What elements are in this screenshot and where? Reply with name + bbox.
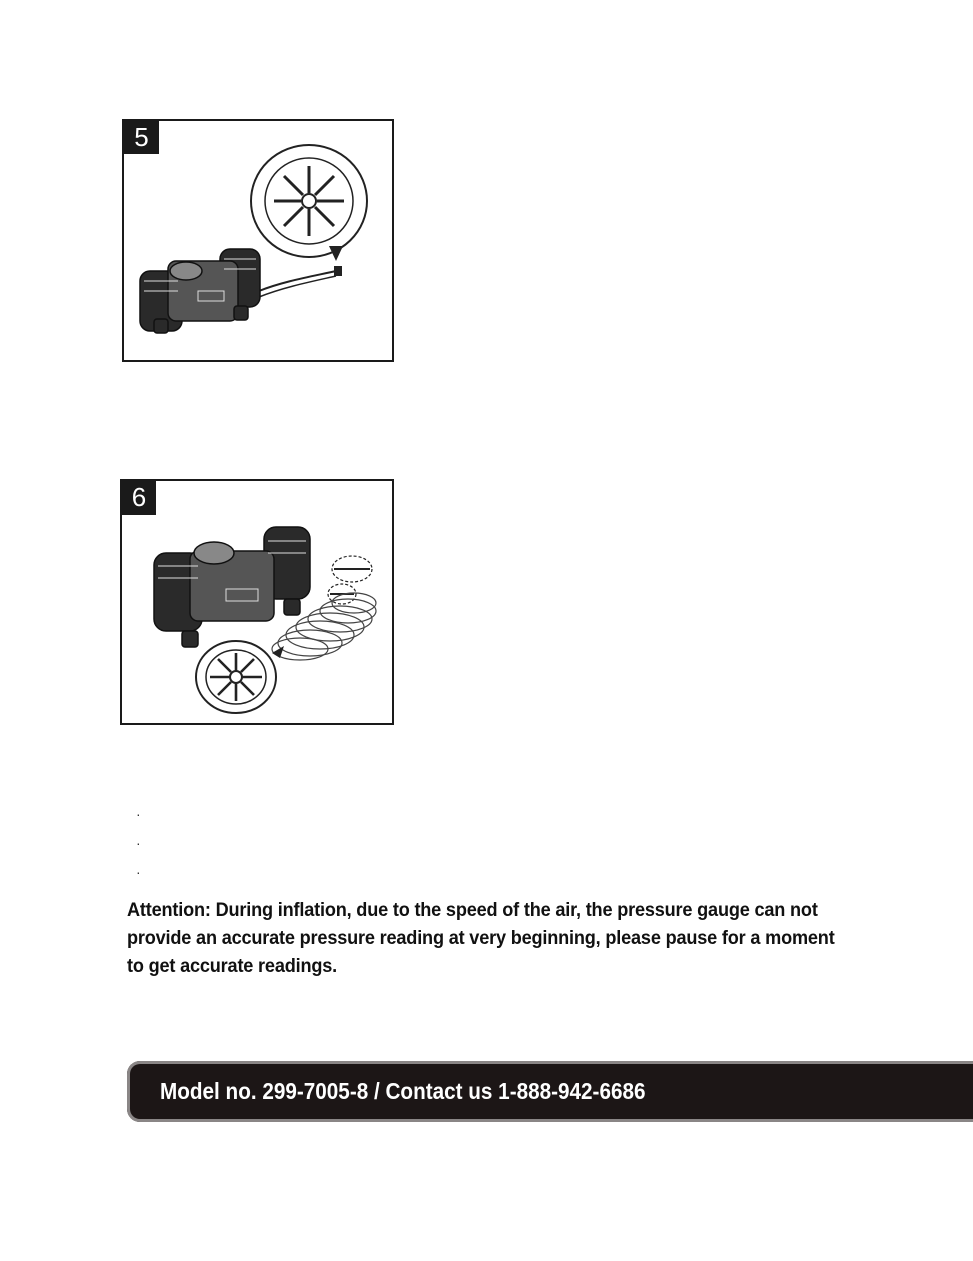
bullet-item: · xyxy=(136,864,141,880)
step-number-badge: 6 xyxy=(122,481,156,515)
attention-note: Attention: During inflation, due to the speed of the air, the pressure gauge can not provide an accurate pressure reading at very beginning, please pause for a moment to get accurate readings. xyxy=(127,899,835,977)
figure-step-5 xyxy=(122,119,394,362)
bullet-item: · xyxy=(136,806,141,822)
bullet-list xyxy=(136,800,141,887)
footer-bar xyxy=(127,1061,973,1122)
compressor-tire-illustration xyxy=(124,121,392,360)
step-number-badge: 5 xyxy=(124,121,159,154)
figure-step-6 xyxy=(120,479,394,725)
compressor-coil-hose-illustration xyxy=(122,481,392,723)
bullet-item: · xyxy=(136,835,141,851)
footer-model-contact: Model no. 299-7005-8 / Contact us 1-888-942-6686 xyxy=(160,1078,646,1104)
